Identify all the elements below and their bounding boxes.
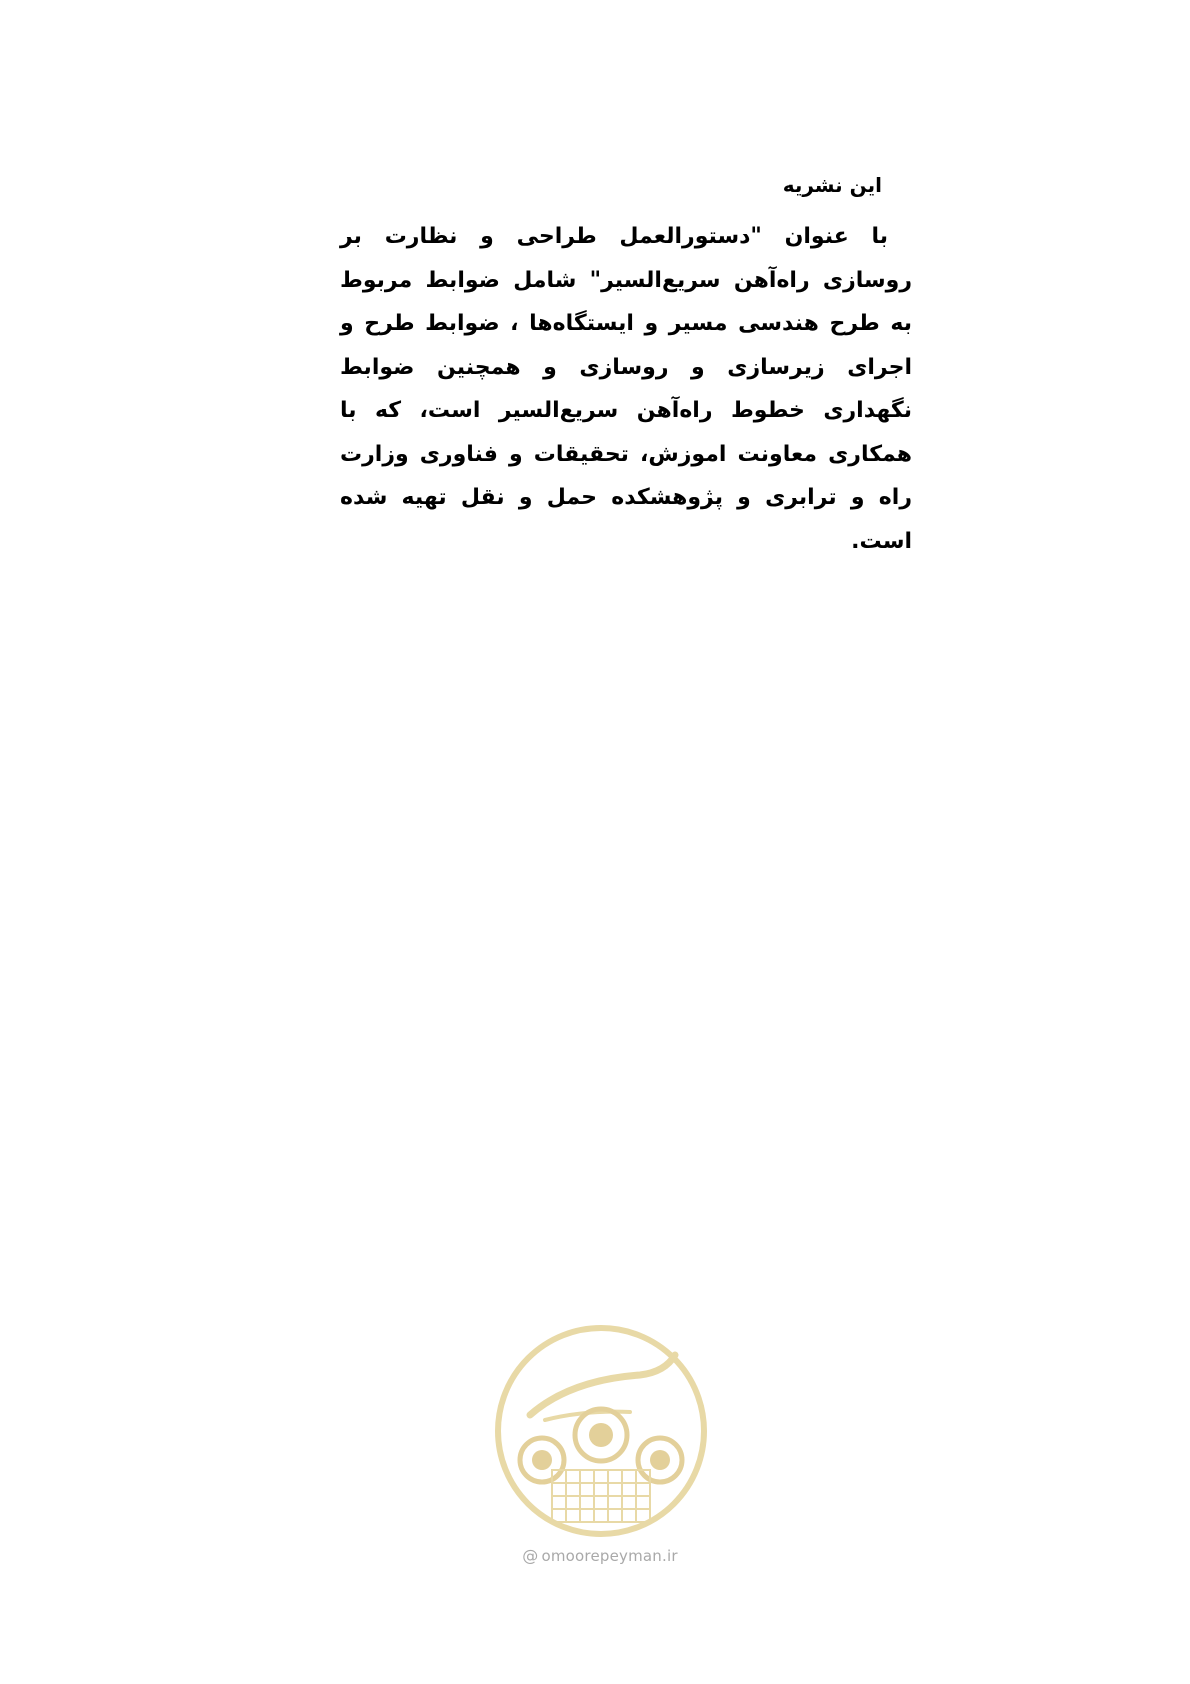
body-paragraph: با عنوان "دستورالعمل طراحی و نظارت بر روسازی راه‌آهن سریع‌السیر" شامل ضوابط مربوط به طرح هندسی مسیر و ایستگاه‌ها ، ضوابط طرح و اجرای زیرسازی و روسازی و همچنین ضوابط نگهداری خطوط راه‌آهن سریع‌السیر است، که با همکاری معاونت اموزش، تحقیقات و فناوری وزارت راه و ترابری و پژوهشکده حمل و نقل تهیه شده است.: [340, 224, 912, 554]
at-icon: @: [522, 1546, 539, 1565]
page-heading: این نشریه: [782, 173, 882, 197]
watermark-logo: [490, 1320, 712, 1580]
logo-emblem: [490, 1320, 712, 1542]
watermark-url: [500, 1546, 700, 1565]
watermark-url-text: omoorepeyman.ir: [541, 1547, 678, 1565]
